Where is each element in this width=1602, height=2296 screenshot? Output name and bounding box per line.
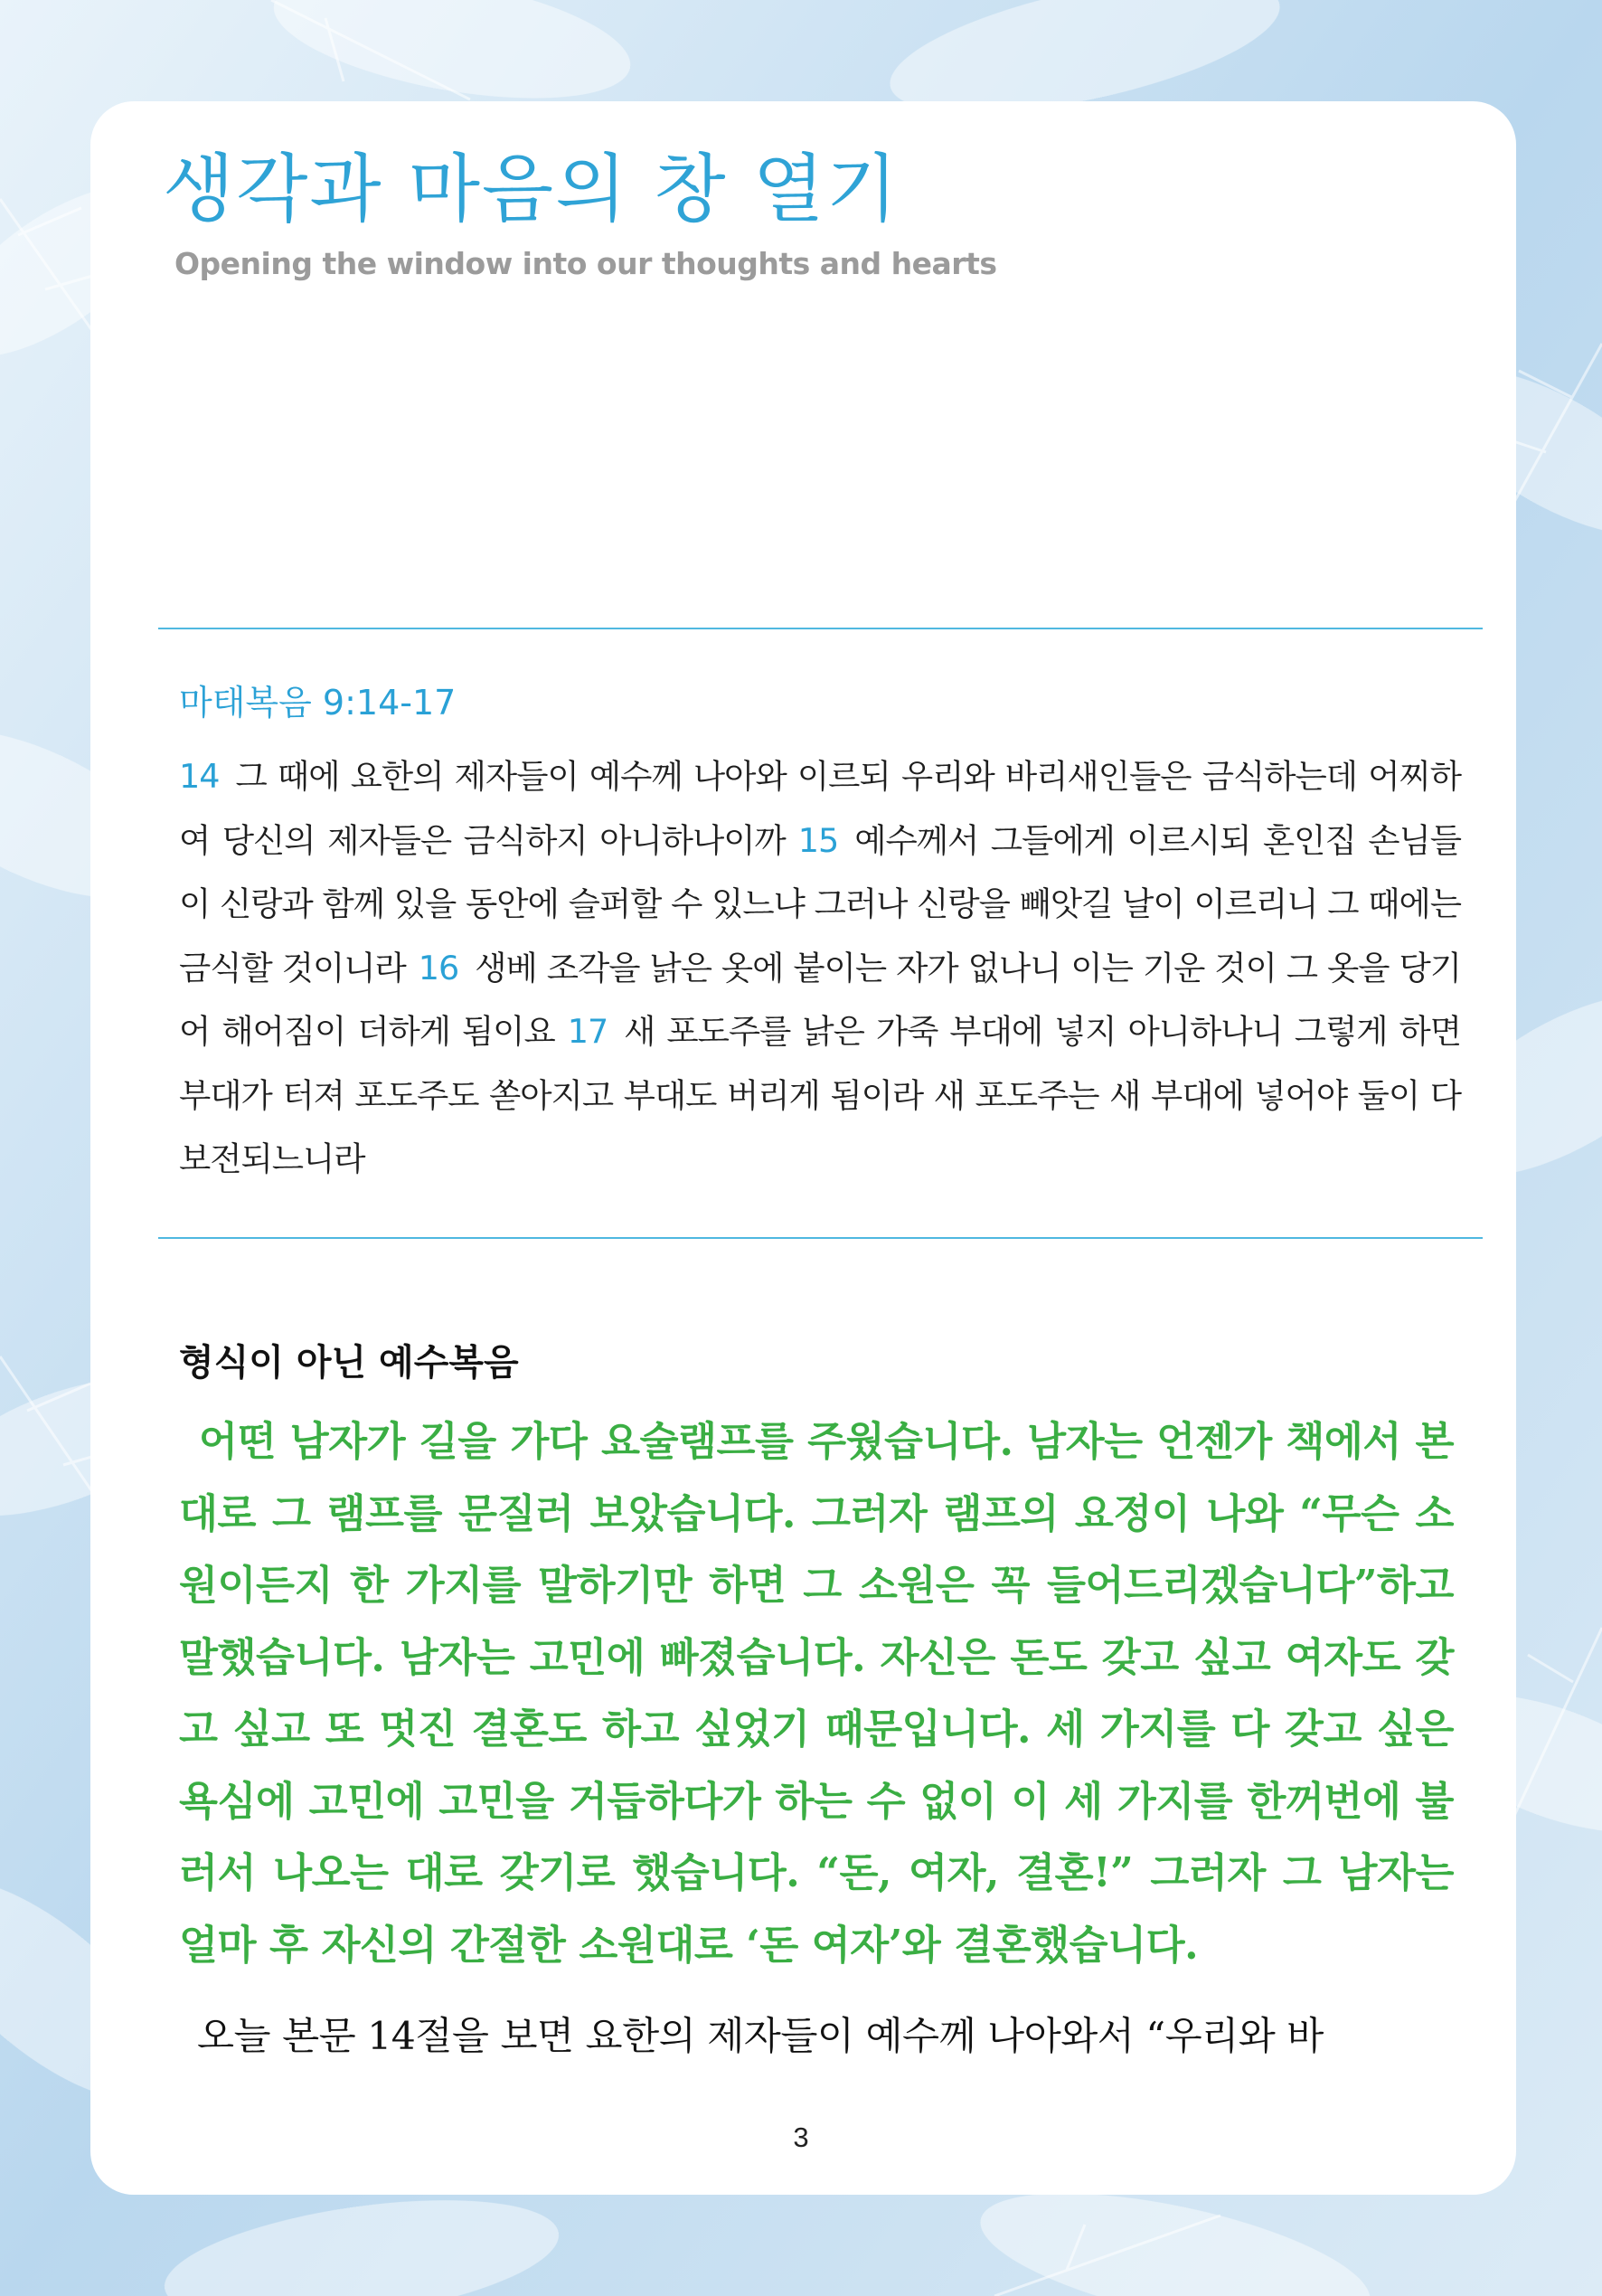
body-paragraph: 오늘 본문 14절을 보면 요한의 제자들이 예수께 나아와서 “우리와 바 [197, 2015, 1324, 2059]
story-paragraph: 어떤 남자가 길을 가다 요술램프를 주웠습니다. 남자는 언젠가 책에서 본대로 그 램프를 문질러 보았습니다. 그러자 램프의 요정이 나와 “무슨 소원이든지 한 가지를 말하기만 하면 그 소원은 꼭 들어드리겠습니다”하고 말했습니다. 남자는 고민에 빠졌습니다. 자신은 돈도 갖고 싶고 여자도 갖고 싶고 또 멋진 결혼도 하고 싶었기 때문입니다. 세 가지를 다 갖고 싶은 욕심에 고민에 고민을 거듭하다가 하는 수 없이 이 세 가지를 한꺼번에 불러서 나오는 대로 갖기로 했습니다. “돈, 여자, 결혼!” 그러자 그 남자는 얼마 후 자신의 간절한 소원대로 ‘돈 여자’와 결혼했습니다. [179, 1418, 1454, 1969]
verse-text: 그 때에 요한의 제자들이 예수께 나아와 이르되 우리와 바리새인들은 금식하는데 어찌하여 당신의 제자들은 금식하지 아니하나이까 [179, 757, 1461, 860]
divider-top [158, 628, 1483, 629]
verse-text: 예수께서 그들에게 이르시되 혼인집 손님들이 신랑과 함께 있을 동안에 슬퍼할 수 있느냐 그러나 신랑을 빼앗길 날이 이르리니 그 때에는 금식할 것이니라 [179, 820, 1462, 987]
scripture-passage [179, 745, 1461, 1192]
page-title: 생각과 마음의 창 열기 [163, 146, 900, 232]
verse-number: 16 [418, 948, 459, 987]
verse-number: 17 [567, 1012, 608, 1051]
verse-number: 15 [797, 820, 839, 860]
divider-bottom [158, 1237, 1483, 1239]
verse-text: 새 포도주를 낡은 가죽 부대에 넣지 아니하나니 그렇게 하면 부대가 터져 포도주도 쏟아지고 부대도 버리게 됨이라 새 포도주는 새 부대에 넣어야 둘이 다 보전되느니라 [179, 1012, 1462, 1178]
page-subtitle: Opening the window into our thoughts and hearts [174, 246, 997, 281]
verse-number: 14 [179, 757, 220, 796]
section-title: 형식이 아닌 예수복음 [179, 1342, 519, 1384]
page-number: 3 [793, 2121, 809, 2153]
scripture-reference: 마태복음 9:14-17 [179, 683, 457, 723]
verse-text: 생베 조각을 낡은 옷에 붙이는 자가 없나니 이는 기운 것이 그 옷을 당기어 해어짐이 더하게 됨이요 [179, 948, 1461, 1051]
